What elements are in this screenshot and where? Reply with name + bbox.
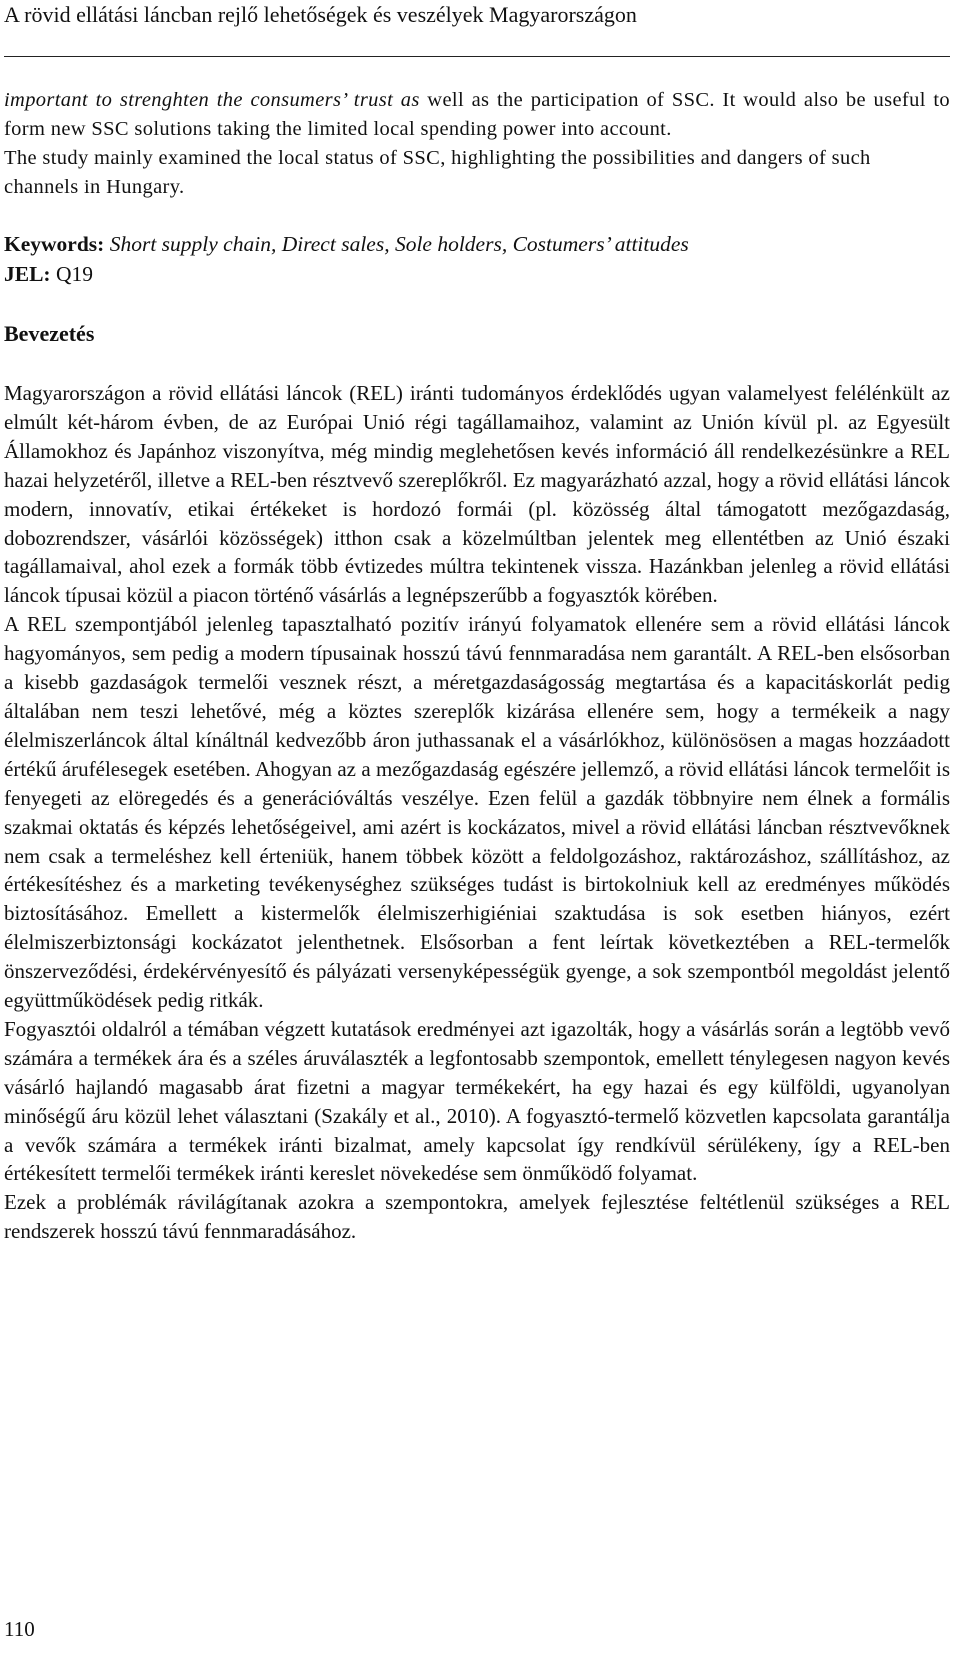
jel-label: JEL: [4, 262, 51, 286]
page-number: 110 [4, 1617, 35, 1641]
body-paragraph-4: Ezek a problémák rávilágítanak azokra a szempontokra, amelyek fejlesztése feltétlenül szükséges a REL rendszerek hosszú távú fennmaradásához. [4, 1190, 950, 1244]
abstract-paragraph [4, 86, 950, 144]
body-paragraph-2: A REL szempontjából jelenleg tapasztalható pozitív irányú folyamatok ellenére sem a rövid ellátási láncok hagyományos, sem pedig a modern típusainak hosszú távú fennmaradása nem garantált. A REL-ben elsősorban a kisebb gazdaságok termelői vesznek részt, a méretgazdaságosság megtartása és a kapacitáskorlát pedig általában nem teszi lehetővé, még a köztes szereplők kizárása ellenére sem, hogy a termékeik a nagy élelmiszerláncok által kínáltnál kedvezőbb áron juthassanak el a vásárlókhoz, különösösen a magas hozzáadott értékű árufélesegek esetében. Ahogyan az a mezőgazdaság egészére jellemző, a rövid ellátási láncok termelőit is fenyegeti az elöregedés és a generációváltás veszélye. Ezen felül a gazdák többnyire nem élnek a formális szakmai oktatás és képzés lehetőségeivel, ami azért is kockázatos, mivel a rövid ellátási láncban résztvevőknek nem csak a termeléshez kell érteniük, hanem többek között a feldolgozáshoz, raktározáshoz, szállításhoz, az értékesítéshez és a marketing tevékenységhez szükséges tudást is birtokolniuk kell az eredményes működés biztosításához. Emellett a kistermelők élelmiszerhigiéniai szaktudása is sok esetben hiányos, ezért élelmiszerbiztonsági kockázatot jelenthetnek. Elsősorban a fent leírtak következtében a REL-termelők önszerveződési, érdekérvényesítő és pályázati versenyképességük gyenge, a sok szempontból megoldást jelentő együttműködések pedig ritkák. [4, 612, 950, 1013]
jel-value: Q19 [50, 262, 93, 286]
abstract [4, 86, 950, 202]
body-paragraph-3: Fogyasztói oldalról a témában végzett kutatások eredményei azt igazolták, hogy a vásárlás során a legtöbb vevő számára a termékek ára és a széles áruválaszték a legfontosabb szempontok, emellett ténylegesen nagyon kevés vásárló hajlandó magasabb árat fizetni a magyar termékekért, ha egy hazai és egy külföldi, ugyanolyan minőségű áru közül lehet választani (Szakály et al., 2010). A fogyasztó-termelő közvetlen kapcsolata garantálja a vevők számára a termékek iránti bizalmat, amely kapcsolat így rendkívül sérülékeny, így a REL-ben értékesített termelői termékek iránti kereslet növekedése sem önműködő folyamat. [4, 1016, 950, 1186]
body-paragraph-1: Magyarországon a rövid ellátási láncok (REL) iránti tudományos érdeklődés ugyan valamelyest felélénkült az elmúlt két-három évben, de az Európai Unió régi tagállamaihoz, valamint az Unión kívül pl. az Egyesült Államokhoz és Japánhoz viszonyítva, még mindig meglehetősen kevés információ áll rendelkezésünkre a REL hazai helyzetéről, illetve a REL-ben résztvevő szereplőkről. Ez magyarázható azzal, hogy a rövid ellátási láncok modern, innovatív, etikai értékeket is hordozó formái (pl. közösség által támogatott mezőgazdaság, dobozrendszer, vásárlói közösségek) itthon csak a közelmúltban jelentek meg ellentétben az Unió északi tagállamaival, ahol ezek a formák több évtizedes múltra tekintenek vissza. Hazánkban jelenleg a rövid ellátási láncok típusai közül a piacon történő vásárlás a legnépszerűbb a fogyasztók körében. [4, 381, 950, 608]
abstract-italic-phrase: important to strenghten the consumers’ trust as [4, 89, 420, 111]
keywords-line [4, 229, 950, 259]
section-heading: Bevezetés [4, 321, 95, 346]
keywords-label: Keywords: [4, 232, 105, 256]
abstract-paragraph-2: The study mainly examined the local status of SSC, highlighting the possibilities and dangers of such channels in Hungary. [4, 147, 871, 198]
abstract-text: well as the participation of SSC. It would also be useful to form new SSC solutions taking the limited local spending power into account. [4, 89, 950, 140]
page-content [4, 86, 950, 1246]
header-divider [4, 56, 950, 57]
running-title: A rövid ellátási láncban rejlő lehetőségek és veszélyek Magyarországon [4, 2, 637, 27]
jel-line [4, 259, 950, 289]
keywords-value: Short supply chain, Direct sales, Sole holders, Costumers’ attitudes [104, 232, 689, 256]
body-text [4, 379, 950, 1246]
